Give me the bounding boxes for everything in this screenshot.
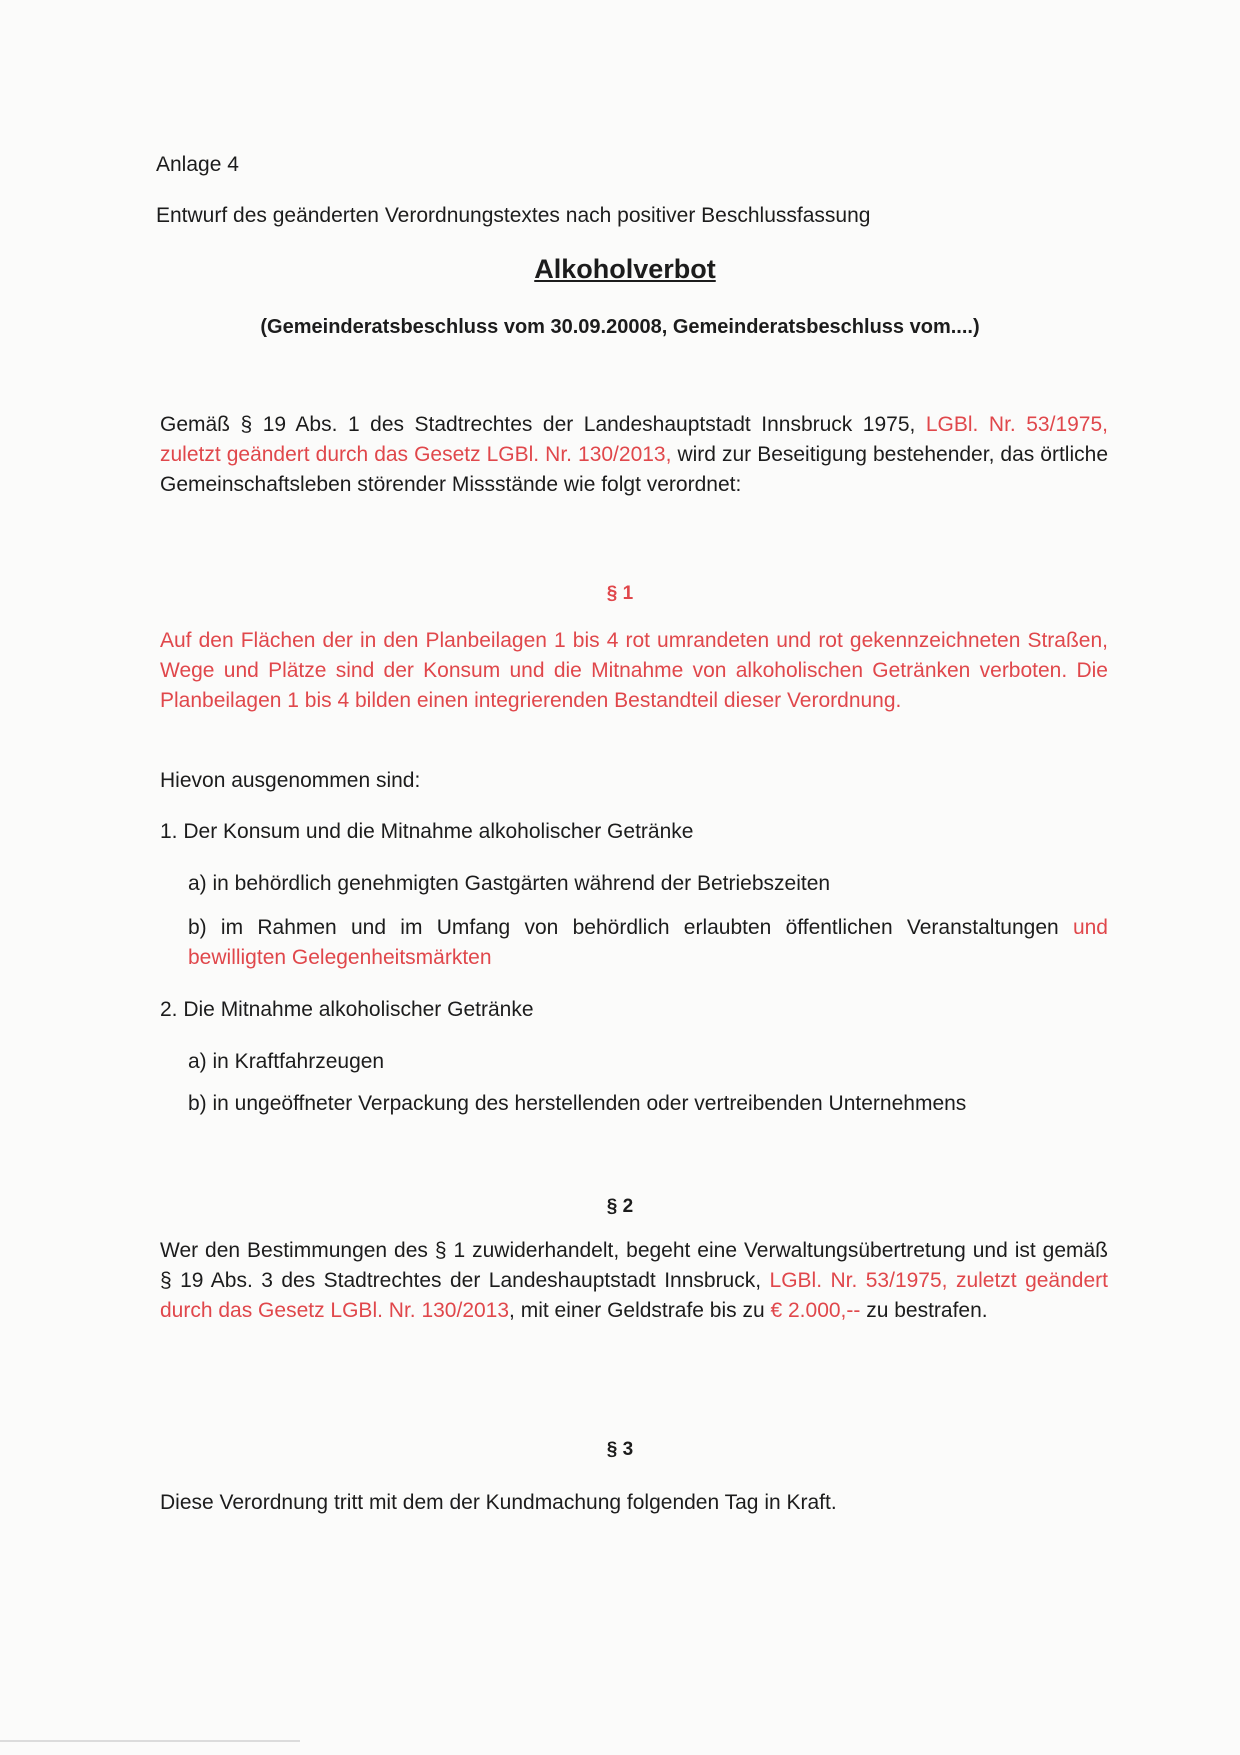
exception-item-1a: a) in behördlich genehmigten Gastgärten während der Betriebszeiten	[188, 872, 831, 895]
section-1-heading: § 1	[606, 583, 634, 604]
scan-edge-line	[0, 1740, 300, 1742]
exception-item-1: 1. Der Konsum und die Mitnahme alkoholischer Getränke	[160, 820, 694, 843]
exception-item-1b	[188, 913, 1108, 973]
section-2-text-3: zu bestrafen.	[860, 1299, 988, 1322]
preamble-text-2: wird zur Beseitigung bestehender, das örtliche Gemeinschaftsleben störender Missstände wie folgt verordnet:	[160, 443, 1108, 496]
section-2-fine-amount: € 2.000,--	[770, 1299, 861, 1322]
section-1-text: Auf den Flächen der in den Planbeilagen 1 bis 4 rot umrandeten und rot gekennzeichneten Straßen, Wege und Plätze sind der Konsum und die Mitnahme von alkoholischen Getränken verboten. Die Planbeilagen 1 bis 4 bilden einen integrierenden Bestandteil dieser Verordnung.	[160, 629, 1108, 712]
preamble-text-1: Gemäß § 19 Abs. 1 des Stadtrechtes der Landeshauptstadt Innsbruck 1975,	[160, 413, 926, 436]
preamble-law-reference: LGBl. Nr. 53/1975, zuletzt geändert durch das Gesetz LGBl. Nr. 130/2013,	[160, 413, 1108, 466]
exception-item-2: 2. Die Mitnahme alkoholischer Getränke	[160, 998, 534, 1021]
exception-item-2a: a) in Kraftfahrzeugen	[188, 1050, 385, 1073]
document-title: Alkoholverbot	[534, 254, 716, 284]
exception-item-1b-text: b) im Rahmen und im Umfang von behördlich erlaubten öffentlichen Veranstaltungen	[188, 916, 1073, 939]
section-2-heading: § 2	[606, 1196, 634, 1217]
section-2-text-2: , mit einer Geldstrafe bis zu	[509, 1299, 771, 1322]
section-3-heading: § 3	[606, 1439, 634, 1460]
annex-label: Anlage 4	[156, 153, 239, 176]
section-2-text	[160, 1236, 1108, 1326]
exception-item-2b: b) in ungeöffneter Verpackung des herstellenden oder vertreibenden Unternehmens	[188, 1092, 967, 1115]
resolution-subtitle: (Gemeinderatsbeschluss vom 30.09.20008, Gemeinderatsbeschluss vom....)	[260, 316, 980, 338]
section-2-text-1: Wer den Bestimmungen des § 1 zuwiderhandelt, begeht eine Verwaltungsübertretung und ist gemäß § 19 Abs. 3 des Stadtrechtes der Landeshauptstadt Innsbruck,	[160, 1239, 1108, 1292]
section-2-law-reference: LGBl. Nr. 53/1975, zuletzt geändert durch das Gesetz LGBl. Nr. 130/2013	[160, 1269, 1108, 1322]
exceptions-intro: Hievon ausgenommen sind:	[160, 769, 421, 792]
section-3-text: Diese Verordnung tritt mit dem der Kundmachung folgenden Tag in Kraft.	[160, 1491, 837, 1514]
exception-item-1b-addition: und bewilligten Gelegenheitsmärkten	[188, 916, 1108, 969]
preamble-paragraph	[160, 410, 1108, 500]
draft-description: Entwurf des geänderten Verordnungstextes nach positiver Beschlussfassung	[156, 204, 871, 227]
